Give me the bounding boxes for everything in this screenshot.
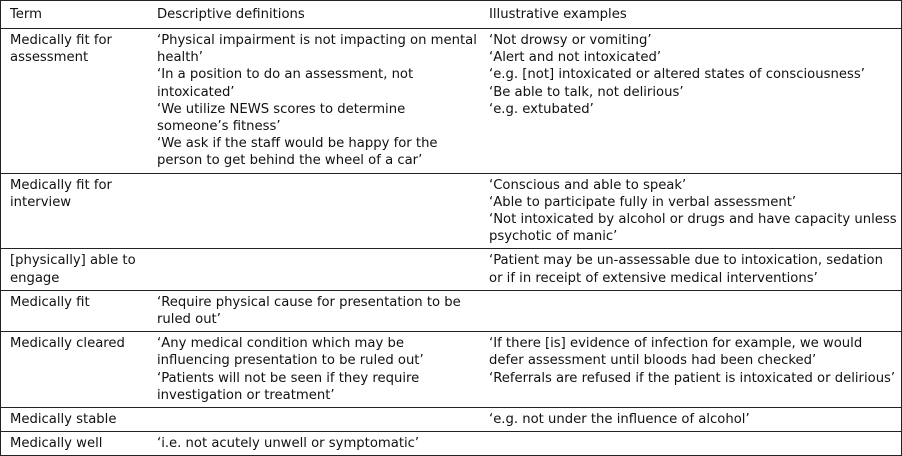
examples-cell bbox=[478, 408, 901, 432]
table-row bbox=[1, 249, 901, 290]
example-quote: ‘Patient may be un-assessable due to intoxication, sedation or if in receipt of extensive medical interventions’ bbox=[489, 253, 883, 286]
examples-cell bbox=[478, 29, 901, 174]
example-quote: ‘Not intoxicated by alcohol or drugs and have capacity unless psychotic of manic’ bbox=[489, 212, 897, 245]
table-row bbox=[1, 290, 901, 331]
example-quote: ‘Be able to talk, not delirious’ bbox=[489, 84, 684, 100]
examples-cell bbox=[478, 432, 901, 456]
term-text: [physically] able to engage bbox=[10, 253, 136, 286]
definitions-cell bbox=[145, 332, 478, 408]
term-cell bbox=[1, 432, 145, 456]
examples-cell bbox=[478, 249, 901, 290]
definition-quote: ‘In a position to do an assessment, not intoxicated’ bbox=[157, 67, 414, 100]
column-header-definitions: Descriptive definitions bbox=[145, 1, 478, 29]
table-row bbox=[1, 29, 901, 174]
definition-quote: ‘Require physical cause for presentation to be ruled out’ bbox=[157, 294, 461, 328]
definition-quote: ‘Patients will not be seen if they require investigation or treatment’ bbox=[157, 370, 420, 403]
examples-cell bbox=[478, 332, 901, 408]
example-quote: ‘Conscious and able to speak’ bbox=[489, 177, 687, 193]
definition-quote: ‘Physical impairment is not impacting on mental health’ bbox=[157, 33, 477, 66]
definitions-cell bbox=[145, 408, 478, 432]
table-row bbox=[1, 408, 901, 432]
definitions-cell bbox=[145, 173, 478, 249]
example-quote: ‘Not drowsy or vomiting’ bbox=[489, 33, 652, 48]
definitions-cell bbox=[145, 432, 478, 456]
definitions-cell bbox=[145, 290, 478, 331]
term-cell bbox=[1, 173, 145, 249]
table-row bbox=[1, 173, 901, 249]
definition-quote: ‘i.e. not acutely unwell or symptomatic’ bbox=[157, 436, 420, 452]
term-text: Medically stable bbox=[10, 412, 117, 428]
column-header-examples: Illustrative examples bbox=[478, 1, 901, 29]
example-quote: ‘Referrals are refused if the patient is intoxicated or delirious’ bbox=[489, 370, 896, 386]
column-header-term: Term bbox=[1, 1, 145, 29]
example-quote: ‘Alert and not intoxicated’ bbox=[489, 50, 662, 66]
term-cell bbox=[1, 332, 145, 408]
term-text: Medically fit for assessment bbox=[10, 33, 112, 66]
examples-cell bbox=[478, 173, 901, 249]
example-quote: ‘If there [is] evidence of infection for example, we would defer assessment until bloods had been checked’ bbox=[489, 336, 863, 369]
term-text: Medically well bbox=[10, 436, 103, 452]
term-text: Medically fit bbox=[10, 294, 90, 310]
term-cell bbox=[1, 29, 145, 174]
example-quote: ‘e.g. not under the influence of alcohol’ bbox=[489, 412, 750, 428]
header-row bbox=[1, 1, 901, 29]
table-row bbox=[1, 332, 901, 408]
examples-cell bbox=[478, 290, 901, 331]
term-cell bbox=[1, 408, 145, 432]
definitions-cell bbox=[145, 29, 478, 174]
example-quote: ‘e.g. [not] intoxicated or altered states of consciousness’ bbox=[489, 67, 865, 83]
term-text: Medically fit for interview bbox=[10, 177, 112, 210]
example-quote: ‘e.g. extubated’ bbox=[489, 101, 594, 117]
definition-quote: ‘We ask if the staff would be happy for the person to get behind the wheel of a car’ bbox=[157, 136, 438, 169]
term-cell bbox=[1, 249, 145, 290]
example-quote: ‘Able to participate fully in verbal assessment’ bbox=[489, 194, 797, 210]
definitions-cell bbox=[145, 249, 478, 290]
table-row bbox=[1, 432, 901, 456]
definitions-table bbox=[1, 1, 901, 455]
definition-quote: ‘We utilize NEWS scores to determine someone’s fitness’ bbox=[157, 101, 406, 135]
definition-quote: ‘Any medical condition which may be influencing presentation to be ruled out’ bbox=[157, 336, 424, 369]
term-text: Medically cleared bbox=[10, 336, 125, 352]
term-cell bbox=[1, 290, 145, 331]
